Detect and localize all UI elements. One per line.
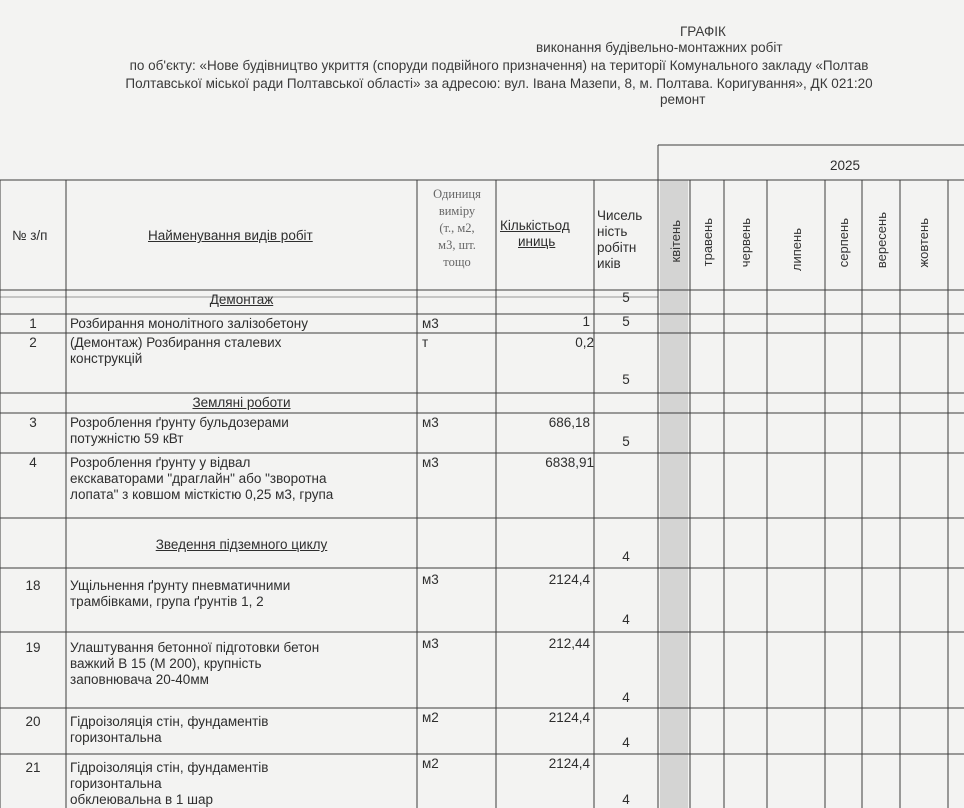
month-april: квітень [668,220,683,263]
row-18-num: 18 [25,578,41,593]
row-18-name: Ущільнення ґрунту пневматичними трамбівками, група ґрунтів 1, 2 [70,578,291,609]
row-18-qty: 2124,4 [548,572,590,587]
month-september: вересень [874,212,889,269]
schedule-subtitle: виконання будівельно-монтажних робіт [536,40,783,55]
col-header-name: Найменування видів робіт [148,228,313,243]
row-18-unit: м3 [422,572,439,587]
row-1-unit: м3 [422,316,439,331]
row-4-num: 4 [29,455,37,470]
row-19-num: 19 [25,640,41,655]
row-21-name: Гідроізоляція стін, фундаментів горизонтальна обклеювальна в 1 шар [70,760,269,807]
object-line-2: Полтавської міської ради Полтавської області» за адресою: вул. Івана Мазепи, 8, м. Полтава. Коригування», ДК 021:20 [125,76,873,91]
row-1-qty: 1 [582,314,590,329]
row-21-workers: 4 [622,792,630,807]
row-1-num: 1 [29,316,37,331]
row-3-unit: м3 [422,415,439,430]
row-3-qty: 686,18 [548,415,590,430]
row-4-qty: 6838,91 [545,455,594,470]
row-1-workers: 5 [622,314,630,329]
row-21-num: 21 [25,760,41,775]
row-18-workers: 4 [622,612,630,627]
row-3-workers: 5 [622,434,630,449]
row-1-name: Розбирання монолітного залізобетону [70,316,308,331]
section-zemlyani: Земляні роботи [192,395,291,410]
month-august: серпень [836,218,851,268]
schedule-title: ГРАФІК [680,24,726,39]
col-header-unit: Одиниця виміру (т., м2, м3, шт. тощо [433,187,481,269]
row-2-qty: 0,2 [575,335,594,350]
col-header-quantity: Кількістьод иниць [500,218,570,249]
year-header: 2025 [830,158,861,173]
row-4-unit: м3 [422,455,439,470]
row-2-workers: 5 [622,372,630,387]
object-line-3: ремонт [660,92,706,107]
row-3-name: Розроблення ґрунту бульдозерами потужністю 59 кВт [70,415,289,446]
month-july: липень [789,228,804,272]
row-19-workers: 4 [622,690,630,705]
row-21-qty: 2124,4 [548,756,590,771]
row-20-num: 20 [25,714,41,729]
row-4-name: Розроблення ґрунту у відвал екскаваторами "драглайн" або "зворотна лопата" з ковшом місткістю 0,25 м3, група [70,455,334,502]
row-20-workers: 4 [622,735,630,750]
month-june: червень [738,218,753,268]
section-pidzemnyi: Зведення підземного циклу [155,537,328,552]
month-may: травень [700,218,715,267]
row-20-unit: м2 [422,710,439,725]
row-19-name: Улаштування бетонної підготовки бетон важкий В 15 (М 200), крупність заповнювача 20-40мм [70,640,320,687]
section-demontazh: Демонтаж [209,292,274,307]
row-20-name: Гідроізоляція стін, фундаментів горизонтальна [70,714,269,745]
section-demontazh-workers: 5 [622,290,630,305]
row-20-qty: 2124,4 [548,710,590,725]
row-2-unit: т [422,335,429,350]
row-19-unit: м3 [422,636,439,651]
row-2-num: 2 [29,335,37,350]
section-pidzemnyi-workers: 4 [622,549,630,564]
row-3-num: 3 [29,415,37,430]
month-october: жовтень [916,218,931,268]
row-2-name: (Демонтаж) Розбирання сталевих конструкцій [70,335,282,366]
object-line-1: по об'єкту: «Нове будівництво укриття (споруди подвійного призначення) на території Комунального закладу «Полтав [129,58,869,73]
col-header-workers: Чисель ність робітн иків [597,208,643,271]
row-19-qty: 212,44 [548,636,590,651]
row-21-unit: м2 [422,756,439,771]
col-header-num: № з/п [12,228,48,243]
